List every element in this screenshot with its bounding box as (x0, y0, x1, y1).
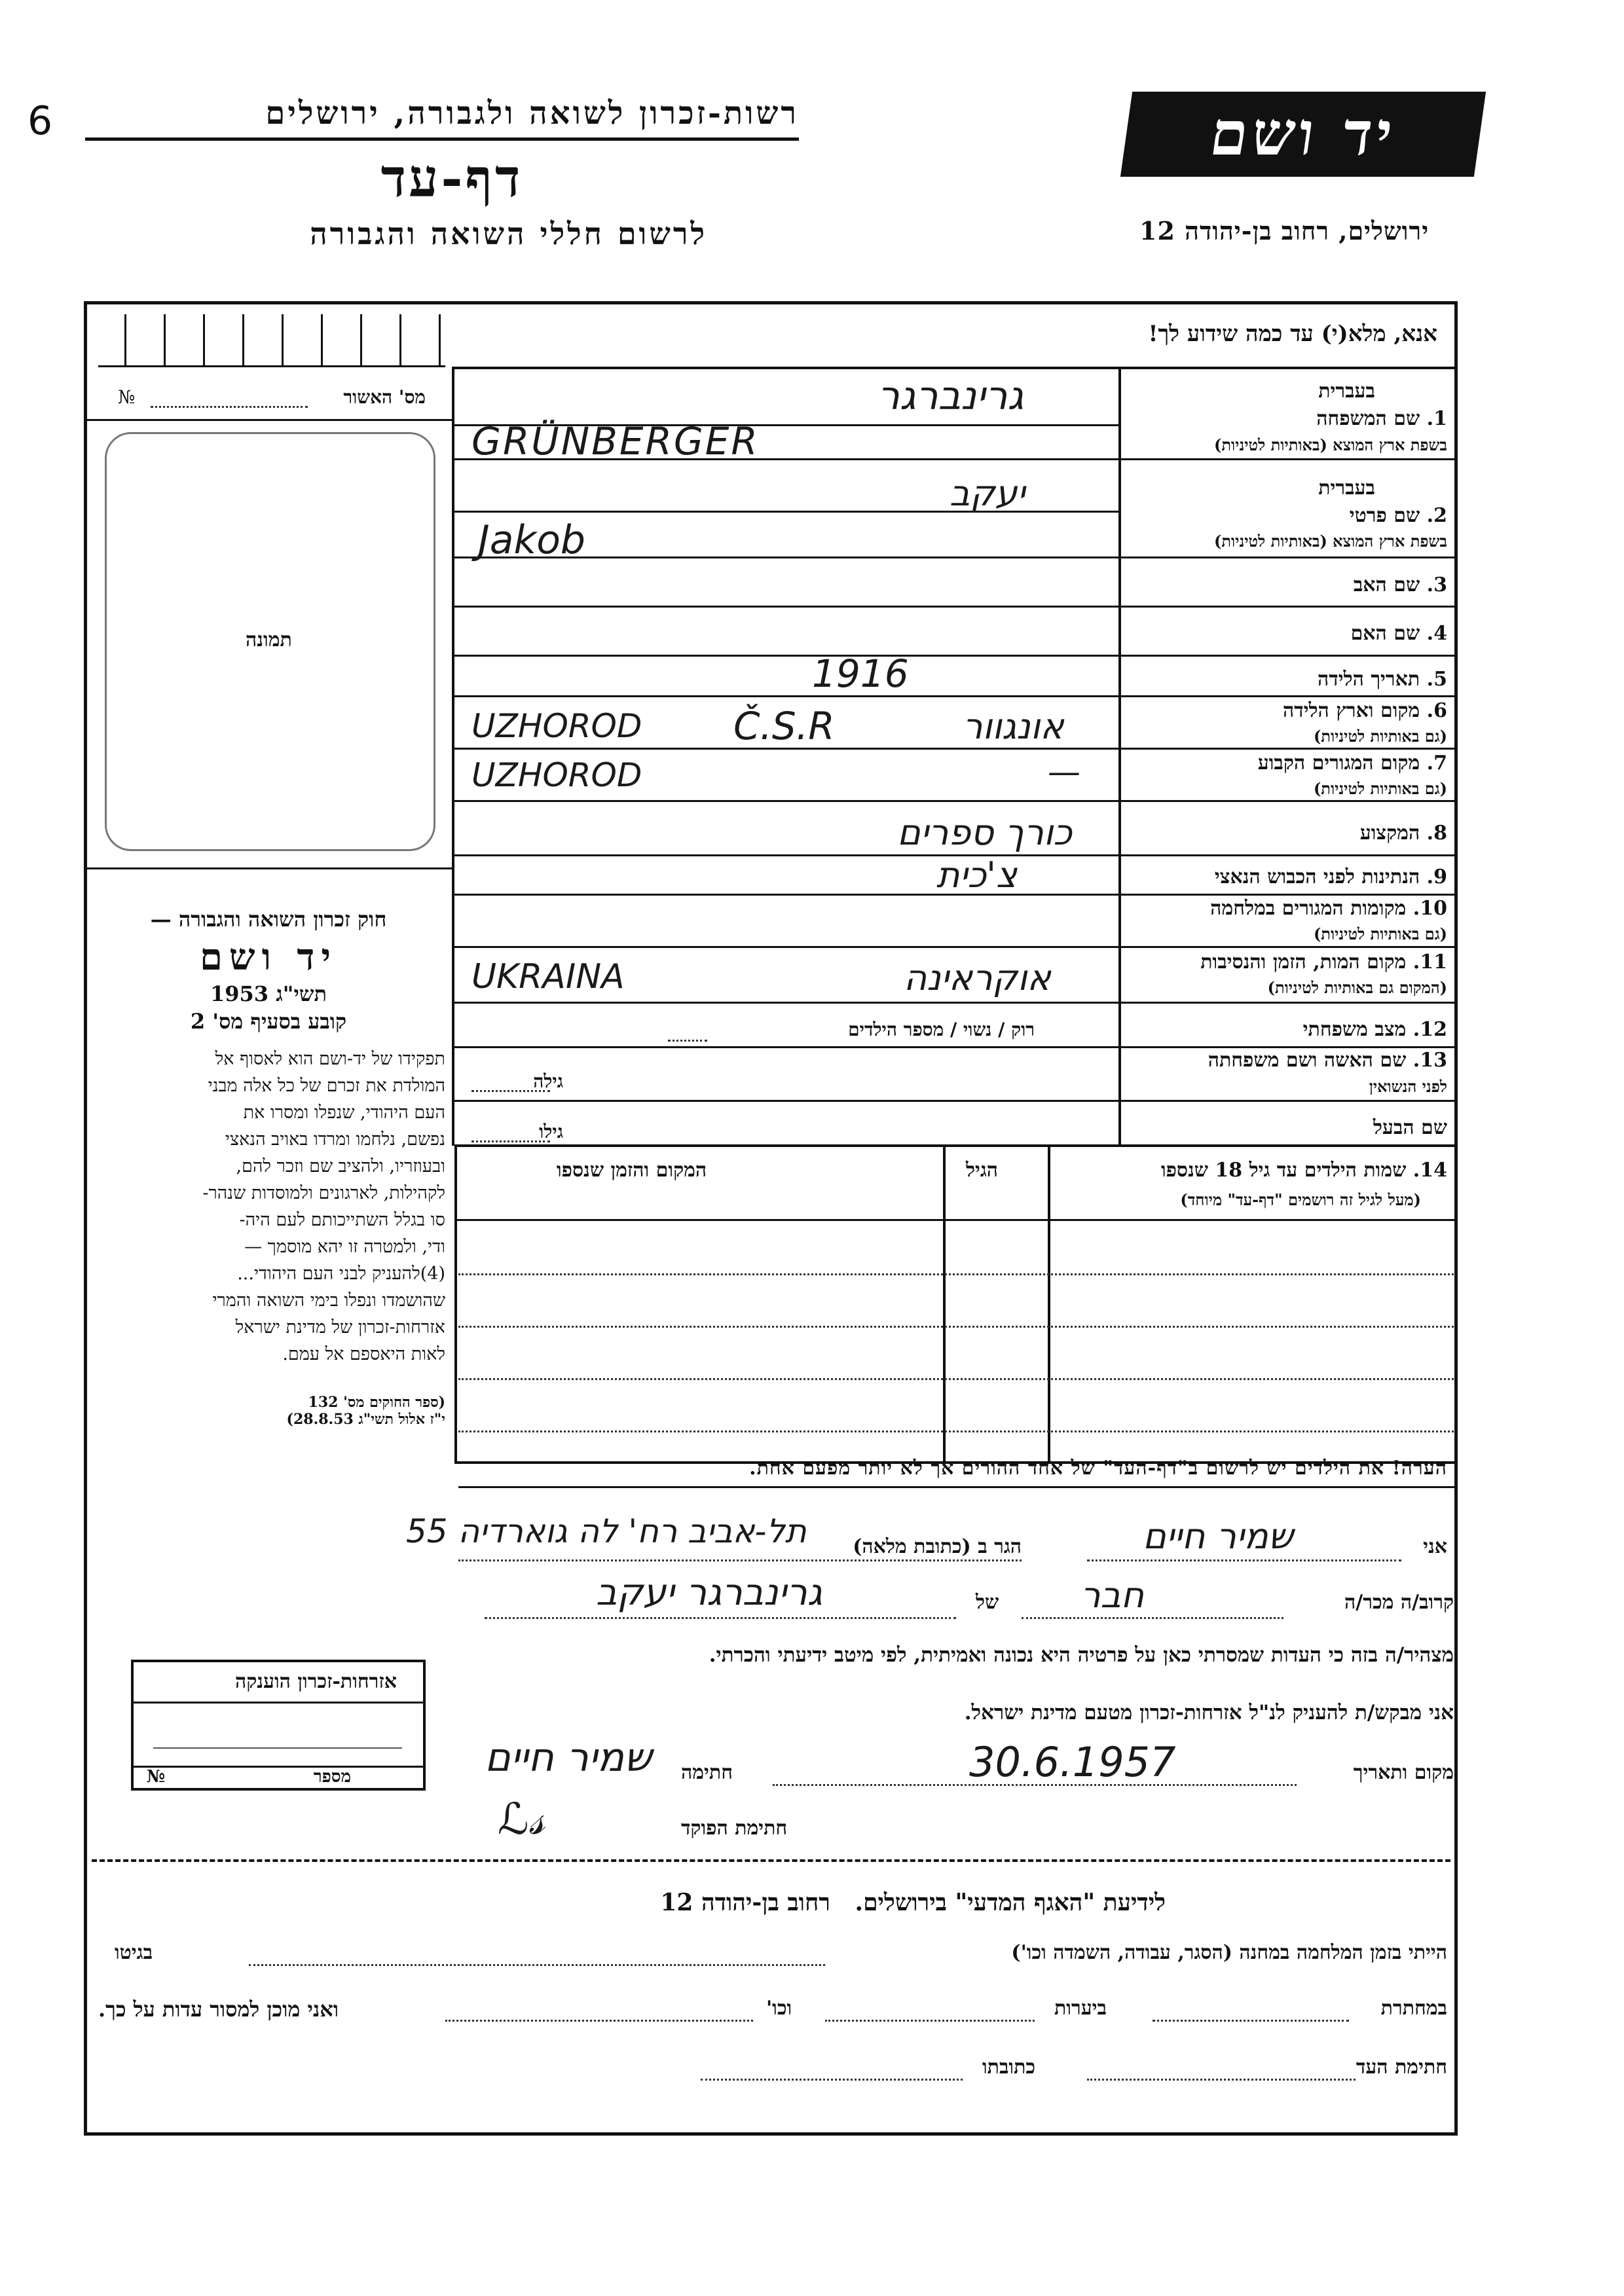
left-column-divider (452, 367, 454, 1146)
wife-age-label: גילה (533, 1070, 563, 1092)
i-label: אני (1423, 1535, 1447, 1558)
citizenship-title: אזרחות-זכרון הוענקה (234, 1670, 397, 1693)
signature-field[interactable]: שמיר חיים (485, 1735, 652, 1781)
law-year: תשי"ג 1953 (210, 981, 327, 1006)
given-name-latin-field[interactable]: Jakob (478, 517, 586, 563)
husband-age-field[interactable] (471, 1140, 550, 1142)
label-column-divider (1118, 367, 1121, 1146)
header (0, 0, 1624, 288)
underground-label: במחתרת (1380, 1997, 1447, 2020)
etc-field[interactable] (445, 2020, 753, 2022)
relation-field[interactable]: חבר (1080, 1575, 1144, 1616)
field-2-sub: בשפת ארץ המוצא (באותיות לטיניות) (1214, 532, 1447, 551)
field-11-label: 11. מקום המות, הזמן והנסיבות (1200, 951, 1447, 974)
officer-signature-scribble: ℒ𝓈 (498, 1794, 545, 1844)
signature-label: חתימה (681, 1761, 733, 1784)
witness-address-field[interactable]: תל-אביב רח' לה גוארדיה 55 (406, 1512, 807, 1550)
witness-name-field[interactable]: שמיר חיים (1143, 1516, 1293, 1557)
hebrew-label-2: בעברית (1318, 477, 1375, 500)
forests-field[interactable] (825, 2020, 1035, 2022)
place-date-line (773, 1784, 1297, 1786)
given-name-hebrew-field[interactable]: יעקב (950, 473, 1025, 514)
field-1-label: 1. שם המשפחה (1316, 407, 1447, 430)
law-block (92, 907, 445, 1428)
place-date-label: מקום ותאריך (1353, 1761, 1454, 1784)
instruction: אנא, מלא(י) עד כמה שידוע לך! (1148, 321, 1437, 347)
field-13-label: 13. שם האשה ושם משפחתה (1208, 1049, 1447, 1072)
approval-no-field[interactable] (151, 406, 308, 408)
yad-vashem-logo: יד ושם (1120, 92, 1486, 177)
law-title: חוק זכרון השואה והגבורה — (150, 907, 387, 932)
husband-age-label: גילו (539, 1121, 563, 1142)
org-underline (85, 137, 799, 141)
law-name: יד ושם (199, 936, 338, 979)
birth-place-hebrew-field[interactable]: אונגוור (963, 706, 1064, 747)
resident-label: הגר ב (כתובת מלאה) (853, 1535, 1022, 1558)
witness-sig-field[interactable] (1087, 2079, 1356, 2081)
margin-mark: 6 (28, 98, 53, 144)
field-12-label: 12. מצב משפחתי (1302, 1018, 1447, 1041)
family-status-options: רוק / נשוי / מספר הילדים (848, 1019, 1035, 1040)
field-6-sub: (גם באותיות לטיניות) (1313, 727, 1447, 746)
field-2-label: 2. שם פרטי (1349, 504, 1447, 527)
citizenship-number-label: מספר (313, 1767, 351, 1787)
children-title: 14. שמות הילדים עד גיל 18 שנספו (1160, 1159, 1447, 1182)
witness-address-line (458, 1559, 1022, 1561)
footer-separator (92, 1859, 1450, 1862)
citizenship-number-mark: № (147, 1767, 166, 1787)
birth-place-latin-field[interactable]: UZHOROD (471, 707, 642, 745)
surname-latin-field[interactable]: GRÜNBERGER (471, 419, 760, 464)
law-section: קובע בסעיף מס' 2 (190, 1009, 347, 1034)
field-13-sub: לפני הנשואין (1369, 1077, 1447, 1096)
birth-country-field[interactable]: Č.S.R (733, 704, 835, 748)
field-8-label: 8. המקצוע (1359, 822, 1447, 845)
witness-sig-label: חתימת העד (1356, 2056, 1447, 2079)
victim-name-field[interactable]: גרינברגר יעקב (596, 1571, 822, 1614)
field-3-label: 3. שם האב (1353, 574, 1447, 596)
ghetto-label: בגיטו (115, 1941, 153, 1964)
child-row[interactable] (458, 1378, 1454, 1380)
field-9-label: 9. הנתינות לפני הכבוש הנאצי (1214, 866, 1447, 888)
field-10-sub: (גם באותיות לטיניות) (1313, 924, 1447, 943)
child-row[interactable] (458, 1273, 1454, 1275)
law-body: תפקידו של יד-ושם הוא לאסוף אל המולדת את זכרם של כל אלה מבני העם היהודי, שנפלו ומסרו את נפשם, נלחמו ומרדו באויב הנאצי ובעוזריו, ולהציב שם וזכר להם, לקהילות, לארגונים ולמוסדות שנהר- סו בגלל השתייכותם לעם היה- ודי, ולמטרה זו יהא מוסמך — (4)להעניק לבני העם היהודי... שהושמדו ונפלו בימי השואה והמרי אזרחות-זכרון של מדינת ישראל לאות היאספם אל עמם. (202, 1049, 445, 1364)
statement: מצהיר/ה בזה כי העדות שמסרתי כאן על פרטיה היא נכונה ואמיתית, לפי מיטב ידיעתי והכרתי. (709, 1643, 1454, 1667)
underground-field[interactable] (1153, 2020, 1349, 2022)
field-7-label: 7. מקום המגורים הקבוע (1257, 752, 1447, 774)
birth-year-field[interactable]: 1916 (812, 651, 909, 696)
child-row[interactable] (458, 1326, 1454, 1328)
residence-dash: — (1048, 753, 1080, 791)
husband-label: שם הבעל (1373, 1116, 1447, 1139)
ready-label: ואני מוכן למסור עדות על כך. (98, 1997, 339, 2022)
address-label: כתובתו (982, 2056, 1036, 2079)
footer-line1: הייתי בזמן המלחמה במחנה (הסגר, עבודה, השמדה וכו') (1011, 1941, 1447, 1964)
children-count-field[interactable] (668, 1040, 707, 1042)
field-1-sub: בשפת ארץ המוצא (באותיות לטיניות) (1214, 435, 1447, 454)
children-age-header: הגיל (966, 1159, 999, 1182)
camp-field[interactable] (249, 1964, 825, 1966)
request: אני מבקש/ת להעניק לנ"ל אזרחות-זכרון מטעם מדינת ישראל. (964, 1701, 1454, 1724)
citizenship-field[interactable]: צ'כית (936, 854, 1018, 896)
death-place-latin-field[interactable]: UKRAINA (471, 957, 625, 996)
top-rule (452, 367, 1458, 369)
field-5-label: 5. תאריך הלידה (1318, 668, 1447, 691)
field-10-label: 10. מקומות המגורים במלחמה (1210, 897, 1447, 920)
approval-no-label: מס' האשור (343, 386, 426, 408)
hebrew-label-1: בעברית (1318, 380, 1375, 403)
field-7-sub: (גם באותיות לטיניות) (1313, 779, 1447, 798)
relation-line (1022, 1617, 1283, 1619)
victim-name-line (485, 1617, 956, 1619)
doc-title: דף-עד (380, 147, 523, 209)
officer-signature-label: חתימת הפוקד (681, 1817, 788, 1840)
subtitle: לרשום חללי השואה והגבורה (310, 216, 707, 251)
surname-hebrew-field[interactable]: גרינברגר (877, 373, 1024, 419)
remark: הערה! את הילדים יש לרשום ב"דף-העד" של אחד ההורים אך לא יותר מפעם אחת. (749, 1457, 1447, 1480)
relative-label: קרוב/ה מכר/ה (1344, 1591, 1454, 1614)
photo-label: תמונה (246, 629, 292, 651)
org-line: רשות-זכרון לשואה ולגבורה, ירושלים (265, 95, 799, 132)
approval-no-mark: № (118, 386, 136, 408)
of-label: של (976, 1591, 999, 1614)
forests-label: ביערות (1054, 1997, 1107, 2020)
stamp-boxes (98, 314, 445, 367)
citizenship-box (131, 1660, 426, 1791)
address: ירושלים, רחוב בן-יהודה 12 (1139, 216, 1430, 246)
children-place-header: המקום והזמן שנספו (557, 1159, 707, 1182)
date-field[interactable]: 30.6.1957 (969, 1738, 1176, 1786)
field-6-label: 6. מקום וארץ הלידה (1282, 699, 1447, 722)
etc-label: וכו' (766, 1997, 792, 2020)
footer-title: לידיעת "האגף המדעי" בירושלים. רחוב בן-יהודה 12 (660, 1889, 1166, 1916)
death-place-hebrew-field[interactable]: אוקראינה (904, 957, 1051, 998)
children-note: (מעל לגיל זה רושמים "דף-עד" מיוחד) (1180, 1190, 1421, 1209)
law-citation: (ספר החוקים מס' 132 י"ז אלול תשי"ג 28.8.53) (286, 1394, 445, 1428)
wife-age-field[interactable] (471, 1090, 550, 1092)
profession-field[interactable]: כורך ספרים (897, 812, 1073, 853)
child-row[interactable] (458, 1430, 1454, 1432)
residence-latin-field[interactable]: UZHOROD (471, 756, 642, 794)
field-4-label: 4. שם האם (1350, 622, 1447, 645)
witness-address-footer-field[interactable] (701, 2079, 963, 2081)
field-11-sub: (המקום גם באותיות לטיניות) (1267, 978, 1447, 997)
witness-name-line (1087, 1559, 1401, 1561)
